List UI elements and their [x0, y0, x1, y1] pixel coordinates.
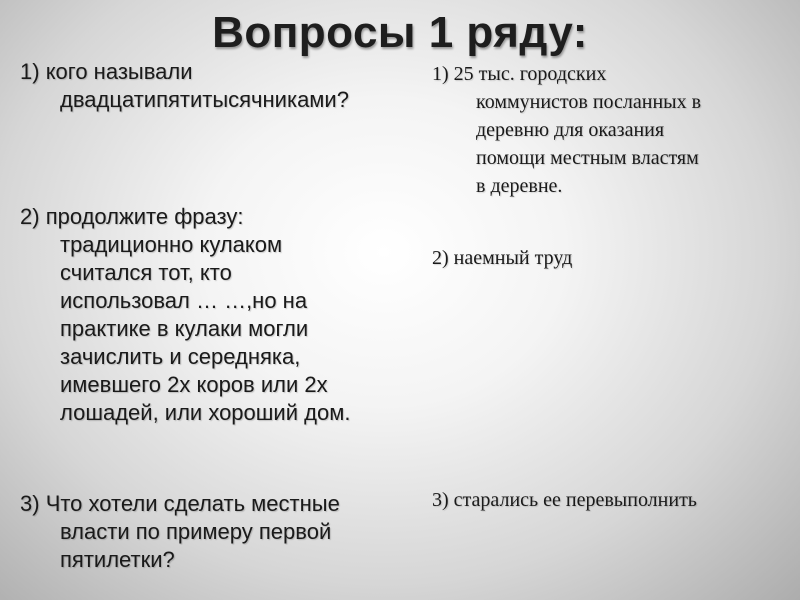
answer-3-number: 3) [432, 489, 449, 511]
question-1 [20, 58, 420, 114]
question-2-line-4: использовал … …,но на [60, 288, 308, 313]
question-2-line-8: лошадей, или хороший дом. [60, 400, 351, 425]
question-3-line-1 [20, 490, 420, 518]
question-2-line-7: имевшего 2х коров или 2х [60, 372, 328, 397]
answer-2-number: 2) [432, 247, 449, 269]
question-3-line-2: власти по примеру первой [60, 519, 332, 544]
answer-1-line-3: деревню для оказания [476, 119, 665, 141]
answer-3-text-1: старались ее перевыполнить [453, 489, 697, 511]
question-2-line-2: традиционно кулаком [60, 232, 283, 257]
answer-2-line-1 [432, 244, 787, 272]
answer-1-line-4: помощи местным властям [476, 147, 699, 169]
question-3-line-3: пятилетки? [60, 547, 175, 572]
question-2-line-3: считался тот, кто [60, 260, 232, 285]
question-2 [20, 203, 420, 427]
answer-1-text-1: 25 тыс. городских [453, 63, 607, 85]
answer-2-text-1: наемный труд [453, 247, 573, 269]
answer-3 [432, 486, 787, 514]
answer-1-line-1 [432, 60, 787, 88]
question-2-number: 2) [20, 204, 40, 229]
answer-1 [432, 60, 787, 200]
answer-1-number: 1) [432, 63, 449, 85]
question-3 [20, 490, 420, 574]
answer-1-line-2: коммунистов посланных в [476, 91, 702, 113]
answer-1-line-5: в деревне. [476, 175, 563, 197]
answer-2 [432, 244, 787, 272]
question-3-text-1: Что хотели сделать местные [45, 491, 340, 516]
answer-3-line-1 [432, 486, 787, 514]
question-1-text-1: кого называли [45, 59, 193, 84]
question-1-number: 1) [20, 59, 40, 84]
question-2-line-1 [20, 203, 420, 231]
question-1-line-1 [20, 58, 420, 86]
question-2-text-1: продолжите фразу: [45, 204, 244, 229]
question-2-line-6: зачислить и середняка, [60, 344, 301, 369]
question-1-line-2: двадцатипятитысячниками? [60, 87, 349, 112]
question-3-number: 3) [20, 491, 40, 516]
slide-title: Вопросы 1 ряду: [212, 8, 588, 57]
question-2-line-5: практике в кулаки могли [60, 316, 309, 341]
